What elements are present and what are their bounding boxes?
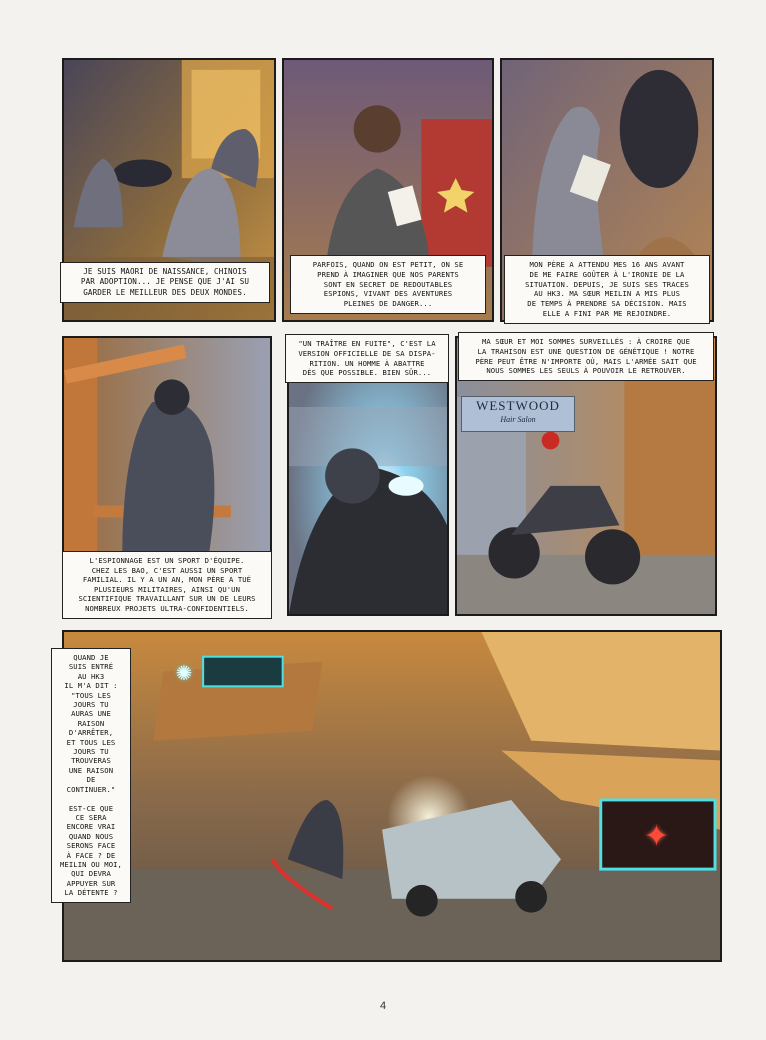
neon-sign-left-glyph: ✺ — [175, 661, 197, 685]
caption-panel-5: "UN TRAÎTRE EN FUITE", C'EST LA VERSION OFFICIELLE DE SA DISPA- RITION. UN HOMME À ABATTRE DÈS QUE POSSIBLE. BIEN SÛR... — [285, 334, 449, 383]
caption-panel-6: MA SŒUR ET MOI SOMMES SURVEILLÉS : À CROIRE QUE LA TRAHISON EST UNE QUESTION DE GÉNÉTIQUE ! NOTRE PÈRE PEUT ÊTRE N'IMPORTE OÙ, MAIS L'ARMÉE SAIT QUE NOUS SOMMES LES SEULS À POUVOIR LE RETROUVER. — [458, 332, 714, 381]
caption-panel-1: JE SUIS MAORI DE NAISSANCE, CHINOIS PAR ADOPTION... JE PENSE QUE J'AI SU GARDER LE MEILLEUR DES DEUX MONDES. — [60, 262, 270, 303]
panel-7-market-chase — [62, 630, 722, 962]
caption-panel-2: PARFOIS, QUAND ON EST PETIT, ON SE PREND À IMAGINER QUE NOS PARENTS SONT EN SECRET DE REDOUTABLES ESPIONS, VIVANT DES AVENTURES PLEINES DE DANGER... — [290, 255, 486, 314]
page-number: 4 — [379, 1000, 387, 1012]
neon-sign-right — [606, 806, 717, 868]
neon-sign-right-glyph: ✦ — [643, 819, 680, 854]
caption-panel-4: L'ESPIONNAGE EST UN SPORT D'ÉQUIPE. CHEZ LES BAO, C'EST AUSSI UN SPORT FAMILIAL. IL Y A UN AN, MON PÈRE A TUÉ PLUSIEURS MILITAIRES, AINSI QU'UN SCIENTIFIQUE TRAVAILLANT SUR UN DE LEURS NOMBREUX PROJETS ULTRA-CONFIDENTIELS. — [62, 551, 272, 619]
caption-panel-3: MON PÈRE A ATTENDU MES 16 ANS AVANT DE ME FAIRE GOÛTER À L'IRONIE DE LA SITUATION. DEPUIS, JE SUIS SES TRACES AU HK3. MA SŒUR MEILIN A MIS PLUS DE TEMPS À PRENDRE SA DÉCISION. MAIS ELLE A FINI PAR ME REJOINDRE. — [504, 255, 710, 324]
westwood-sign-subtitle: Hair Salon — [500, 415, 536, 424]
neon-sign-left — [144, 658, 228, 688]
westwood-sign-title: WESTWOOD — [476, 398, 560, 413]
caption-panel-7: QUAND JE SUIS ENTRÉ AU HK3 IL M'A DIT : "TOUS LES JOURS TU AURAS UNE RAISON D'ARRÊTER, ET TOUS LES JOURS TU TROUVERAS UNE RAISON DE CONTINUER." EST-CE QUE CE SERA ENCORE VRAI QUAND NOUS SERONS FACE À FACE ? DE MEILIN OU MOI, QUI DEVRA APPUYER SUR LA DÉTENTE ? — [51, 648, 131, 903]
westwood-sign — [461, 396, 575, 432]
